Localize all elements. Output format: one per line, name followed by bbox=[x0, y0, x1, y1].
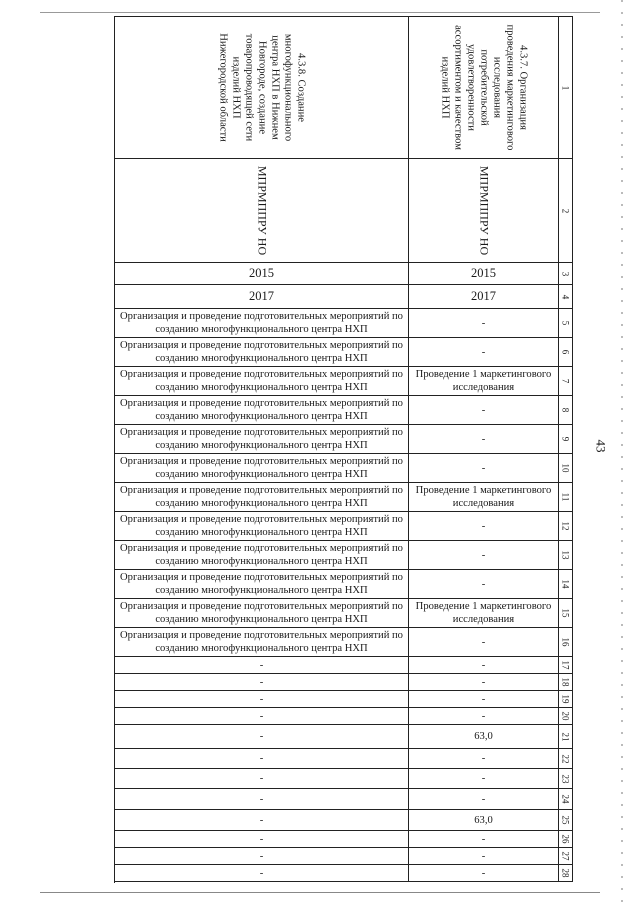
table-cell-right: 63,0 bbox=[409, 725, 559, 749]
column-number-text: 10 bbox=[560, 463, 571, 473]
year-start-left: 2015 bbox=[115, 263, 409, 285]
column-number-1 bbox=[559, 17, 573, 159]
column-number-27 bbox=[559, 848, 573, 865]
table-cell-right: - bbox=[409, 570, 559, 599]
column-number-5 bbox=[559, 309, 573, 338]
column-number-text: 11 bbox=[560, 492, 571, 502]
column-number-22 bbox=[559, 749, 573, 769]
data-table bbox=[114, 16, 573, 883]
table-cell-right: - bbox=[409, 657, 559, 674]
column-number-6 bbox=[559, 338, 573, 367]
column-number-4 bbox=[559, 285, 573, 309]
column-number-text: 1 bbox=[560, 85, 571, 90]
table-cell-right: Проведение 1 маркетингового исследования bbox=[409, 367, 559, 396]
column-number-3 bbox=[559, 263, 573, 285]
table-cell-left: Организация и проведение подготовительных мероприятий по созданию многофункционального центра НХП bbox=[115, 541, 409, 570]
column-number-8 bbox=[559, 396, 573, 425]
table-cell-left: - bbox=[115, 674, 409, 691]
table-cell-left: - bbox=[115, 657, 409, 674]
column-number-text: 16 bbox=[560, 637, 571, 647]
table-cell-left: Организация и проведение подготовительных мероприятий по созданию многофункционального центра НХП bbox=[115, 570, 409, 599]
column-number-text: 2 bbox=[560, 208, 571, 213]
column-number-7 bbox=[559, 367, 573, 396]
rotated-text: 4.3.7. Организация проведения маркетингового исследования потребительской удовлетворенности ассортиментом и качеством изделий НХП bbox=[439, 24, 528, 151]
column-number-text: 19 bbox=[560, 694, 571, 704]
top-rule bbox=[40, 12, 600, 13]
table-cell-right: - bbox=[409, 789, 559, 810]
table-cell-left: - bbox=[115, 789, 409, 810]
column-number-19 bbox=[559, 691, 573, 708]
column-number-15 bbox=[559, 599, 573, 628]
table-cell-right: - bbox=[409, 769, 559, 789]
table-cell-left: Организация и проведение подготовительных мероприятий по созданию многофункционального центра НХП bbox=[115, 512, 409, 541]
column-number-2 bbox=[559, 159, 573, 263]
table-cell-right: Проведение 1 маркетингового исследования bbox=[409, 599, 559, 628]
table-cell-right: - bbox=[409, 674, 559, 691]
column-number-text: 8 bbox=[560, 407, 571, 413]
column-number-text: 21 bbox=[560, 732, 571, 741]
column-number-16 bbox=[559, 628, 573, 657]
table-cell-right: - bbox=[409, 691, 559, 708]
column-number-18 bbox=[559, 674, 573, 691]
table-cell-left: - bbox=[115, 810, 409, 831]
year-start-right: 2015 bbox=[409, 263, 559, 285]
column-number-text: 15 bbox=[560, 608, 571, 618]
column-number-text: 12 bbox=[560, 521, 571, 531]
column-number-text: 28 bbox=[560, 868, 571, 878]
column-number-text: 20 bbox=[560, 711, 571, 721]
table-cell-right: - bbox=[409, 848, 559, 865]
header-cell-col1-right bbox=[409, 17, 559, 159]
column-number-text: 23 bbox=[560, 774, 571, 783]
column-number-28 bbox=[559, 865, 573, 882]
table-cell-left: - bbox=[115, 725, 409, 749]
column-number-text: 7 bbox=[560, 378, 571, 384]
table-cell-left: Организация и проведение подготовительных мероприятий по созданию многофункционального центра НХП bbox=[115, 599, 409, 628]
column-number-10 bbox=[559, 454, 573, 483]
column-number-text: 3 bbox=[560, 271, 571, 276]
column-number-24 bbox=[559, 789, 573, 810]
table-cell-left: Организация и проведение подготовительных мероприятий по созданию многофункционального центра НХП bbox=[115, 454, 409, 483]
table-cell-left: Организация и проведение подготовительных мероприятий по созданию многофункционального центра НХП bbox=[115, 628, 409, 657]
column-number-13 bbox=[559, 541, 573, 570]
table-cell-left: Организация и проведение подготовительных мероприятий по созданию многофункционального центра НХП bbox=[115, 483, 409, 512]
year-end-right: 2017 bbox=[409, 285, 559, 309]
column-number-text: 26 bbox=[560, 834, 571, 844]
column-number-21 bbox=[559, 725, 573, 749]
table-cell-left: Организация и проведение подготовительных мероприятий по созданию многофункционального центра НХП bbox=[115, 425, 409, 454]
rotated-text: 4.3.8. Создание многофункционального центра НХП в Нижнем Новгороде, создание товаропроводящей сети изделий НХП Нижегородской области bbox=[217, 33, 306, 142]
column-number-26 bbox=[559, 831, 573, 848]
column-number-14 bbox=[559, 570, 573, 599]
table-cell-right: - bbox=[409, 628, 559, 657]
column-number-text: 5 bbox=[560, 320, 571, 326]
table-cell-right: - bbox=[409, 454, 559, 483]
column-number-text: 4 bbox=[560, 294, 571, 299]
table-cell-right: - bbox=[409, 396, 559, 425]
column-number-text: 25 bbox=[560, 815, 571, 825]
year-end-left: 2017 bbox=[115, 285, 409, 309]
table-cell-right: - bbox=[409, 831, 559, 848]
table-cell-right: - bbox=[409, 512, 559, 541]
table-cell-left: - bbox=[115, 848, 409, 865]
table-cell-left: - bbox=[115, 749, 409, 769]
rotated-text: МПРМППРУ НО bbox=[255, 165, 269, 256]
column-number-23 bbox=[559, 769, 573, 789]
column-number-text: 22 bbox=[560, 754, 571, 763]
column-number-text: 14 bbox=[560, 579, 571, 589]
table-cell-left: - bbox=[115, 831, 409, 848]
column-number-text: 6 bbox=[560, 349, 571, 355]
table-cell-left: Организация и проведение подготовительных мероприятий по созданию многофункционального центра НХП bbox=[115, 309, 409, 338]
column-number-17 bbox=[559, 657, 573, 674]
table-cell-right: 63,0 bbox=[409, 810, 559, 831]
column-number-25 bbox=[559, 810, 573, 831]
table-cell-left: Организация и проведение подготовительных мероприятий по созданию многофункционального центра НХП bbox=[115, 367, 409, 396]
header-cell-col1-left bbox=[115, 17, 409, 159]
header-cell-col2-right bbox=[409, 159, 559, 263]
table-cell-right: - bbox=[409, 749, 559, 769]
header-cell-col2-left bbox=[115, 159, 409, 263]
column-number-20 bbox=[559, 708, 573, 725]
column-number-9 bbox=[559, 425, 573, 454]
column-number-12 bbox=[559, 512, 573, 541]
column-number-text: 9 bbox=[560, 436, 571, 442]
table-cell-right: - bbox=[409, 541, 559, 570]
table-cell-left: - bbox=[115, 691, 409, 708]
column-number-11 bbox=[559, 483, 573, 512]
table-cell-right: Проведение 1 маркетингового исследования bbox=[409, 483, 559, 512]
table-cell-left: - bbox=[115, 865, 409, 882]
bottom-rule bbox=[40, 892, 600, 893]
table-cell-right: - bbox=[409, 338, 559, 367]
table-cell-left: Организация и проведение подготовительных мероприятий по созданию многофункционального центра НХП bbox=[115, 338, 409, 367]
column-number-text: 24 bbox=[560, 794, 571, 804]
table-cell-left: - bbox=[115, 708, 409, 725]
rotated-text: МПРМППРУ НО bbox=[477, 165, 491, 256]
table-cell-right: - bbox=[409, 865, 559, 882]
table-cell-right: - bbox=[409, 309, 559, 338]
table-cell-right: - bbox=[409, 708, 559, 725]
table-cell-right: - bbox=[409, 425, 559, 454]
page-edge-marks bbox=[621, 0, 623, 905]
column-number-text: 13 bbox=[560, 550, 571, 560]
table-cell-left: Организация и проведение подготовительных мероприятий по созданию многофункционального центра НХП bbox=[115, 396, 409, 425]
page-number: 43 bbox=[593, 439, 609, 453]
column-number-text: 18 bbox=[560, 677, 571, 687]
table-cell-left: - bbox=[115, 769, 409, 789]
column-number-text: 27 bbox=[560, 851, 571, 861]
column-number-text: 17 bbox=[560, 660, 571, 670]
